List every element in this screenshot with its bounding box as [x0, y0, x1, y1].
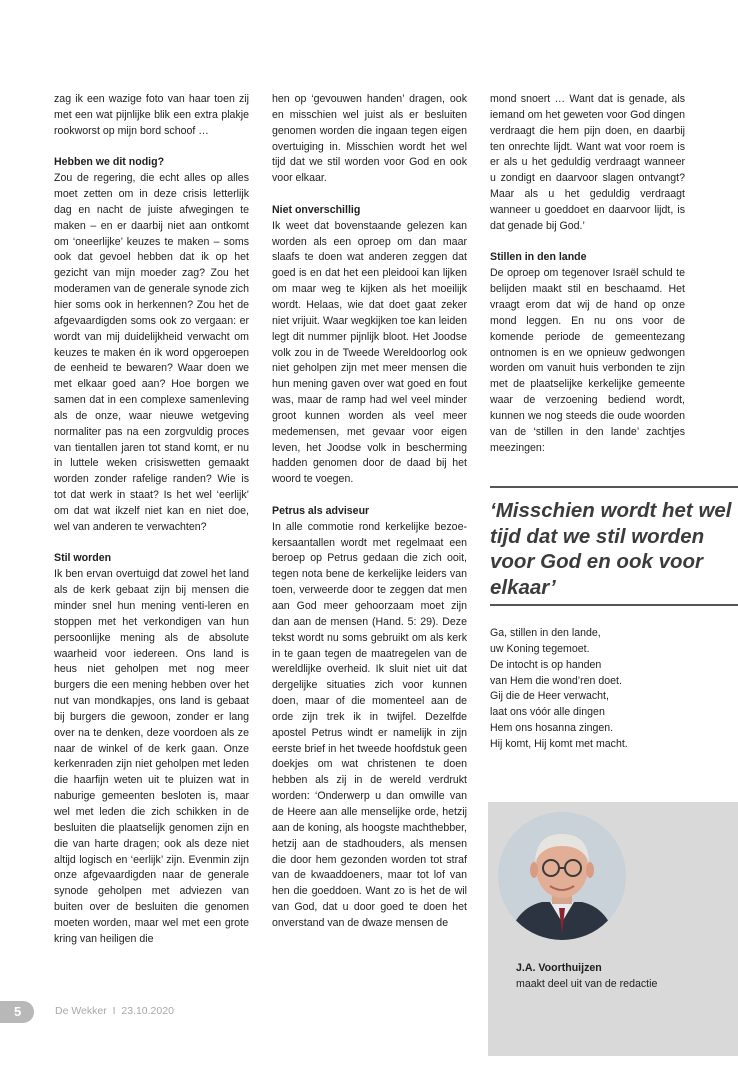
heading-niet-onverschillig: Niet onverschillig [272, 203, 361, 216]
article-column-2 [272, 92, 467, 932]
column2-para2: In alle commotie rond kerkelijke bezoe-kersaantallen wordt met regelmaat een beroep op Petrus gedaan die zich ooit, tegen nota bene de kerkelijke leiders van toen, verweerde door te zeggen dat men aan God meer gehoorzaam moet zijn dan aan de mensen (Hand. 5: 29). Deze tekst wordt nu soms gebruikt om als kerk in te gaan tegen de maatregelen van de wereldlijke overheid. Ik sluit niet uit dat dergelijke situaties zich voor kunnen doen, maar of die momenteel aan de orde zijn trek ik in twijfel. Dezelfde apostel Petrus windt er namelijk in zijn eerste brief in het tweede hoofdstuk geen doekjes om wat christenen te doen hebben als zij in de wereld verdrukt worden: ‘Onderwerp u dan omwille van de Heere aan alle menselijke orde, hetzij aan de koning, als hoogste machthebber, hetzij aan de stadhouders, als mensen die door hem gezonden worden tot straf van de kwaaddoeners, maar tot lof van hen die goeddoen. Want zo is het de wil van God, dat u door goed te doen het onverstand van de dwaze mensen de [272, 520, 467, 929]
footer-separator: I [112, 1005, 116, 1017]
poem-line: Hem ons hosanna zingen. [490, 722, 614, 735]
column2-intro: hen op ‘gevouwen handen’ dragen, ook en misschien wel juist als er besluiten genomen worden die ingaan tegen eigen overtuiging in. Misschien wordt het wel tijd dat we stil worden voor God en ook voor elkaar. [272, 93, 467, 185]
poem [490, 626, 730, 753]
publication-name: De Wekker [55, 1005, 107, 1017]
publication-date: 23.10.2020 [121, 1005, 174, 1017]
author-photo [498, 812, 626, 940]
column1-intro: zag ik een wazige foto van haar toen zij met een wat pijnlijke blik een extra plakje rookworst op mijn bord schoof … [54, 93, 249, 137]
poem-line: laat ons vóór alle dingen [490, 706, 605, 719]
footer [55, 1005, 174, 1017]
article-column-1 [54, 92, 249, 948]
poem-line: Ga, stillen in den lande, [490, 627, 601, 639]
poem-line: De intocht is op handen [490, 658, 602, 671]
author-name: J.A. Voorthuijzen [516, 962, 602, 974]
poem-line: van Hem die wond’ren doet. [490, 674, 622, 687]
page-number-badge [0, 1001, 34, 1023]
poem-line: Gij die de Heer verwacht, [490, 690, 609, 703]
heading-stil-worden: Stil worden [54, 552, 112, 565]
heading-stillen-in-den-lande: Stillen in den lande [490, 251, 587, 264]
column3-intro: mond snoert … Want dat is genade, als iemand om het geweten voor God dingen verdraagt die hem pijn doen, en daarbij ten onrechte lijdt. Want wat voor roem is er als u het geduldig verdraagt wanneer u zondigt en daarvoor slagen ontvangt? Maar als u het geduldig verdraagt wanneer u goeddoet en daarvoor lijdt, is dat genade bij God.’ [490, 93, 685, 232]
article-column-3 [490, 92, 685, 456]
page-number: 5 [14, 1004, 22, 1019]
column1-para1: Zou de regering, die echt alles op alles moet zetten om in deze crisis letterlijk dag en nacht de juiste afwegingen te maken – en er daarbij niet aan ontkomt om ‘oneerlijke’ keuzes te maken – soms ook dat gevoel hebben dat ik op het gezicht van mijn moeder zag? Zou het moderamen van de generale synode zich hier soms ook in herkennen? Zou het de afgevaardigden soms ook zo vergaan: er wordt van mij duidelijkheid verwacht om keuzes te maken én ik word opgeroepen de eenheid te bewaren? Waar doen we met elkaar goed aan? Hoe borgen we samen dat in een complexe samenleving als de onze, waar nieuwe wetgeving normaliter pas na een zorgvuldig proces van tientallen jaren tot stand komt, er nu in luttele weken crisiswetten gemaakt worden zonder rafelige randen? Wie is tot dat werk in staat? Is het wel ‘eerlijk’ om dat wat ikzelf niet kan en niet doe, wel van anderen te verwachten? [54, 172, 249, 533]
pull-quote [490, 486, 738, 606]
column2-para1: Ik weet dat bovenstaande gelezen kan worden als een oproep om dan maar slaafs te doen wat anderen zeggen dat goed is en dat het een pleidooi kan lijken om maar weg te kijken als het moeilijk wordt. Helaas, wie dat doet gaat zeker niet vrijuit. Waar wegkijken toe kan leiden legt dit nummer pijnlijk bloot. Het Joodse volk zou in de Tweede Wereldoorlog ook niet geholpen zijn met meer mensen die hun mening gaven over wat goed en fout was, maar de ramp had wel veel minder groot kunnen worden als veel meer medemensen, met gevaar voor eigen leven, het Joodse volk in bescherming hadden genomen door de daad bij het woord te voegen. [272, 219, 467, 486]
column1-para2: Ik ben ervan overtuigd dat zowel het land als de kerk gebaat zijn bij mensen die minder snel hun mening venti-leren en stoppen met het verkondigen van hun persoonlijke mening als de absolute waarheid voor iedereen. Ons land is heus niet geholpen met nog meer burgers die een mening hebben over het nut van mondkapjes, ons land is gebaat bij burgers die gewoon, zonder er lang over na te denken, deze voordoen als ze naar de winkel of de kerk gaan. Onze kerkenraden zijn niet geholpen met leden die haarfijn weten uit te pluizen wat in naburige gemeenten besloten is, maar wel met leden die zich schikken in de besluiten die plaatselijk genomen zijn en die van harte dragen; ook als deze niet altijd logisch en ‘eerlijk’ zijn. Evenmin zijn onze afgevaardigden naar de generale synode geholpen met adviezen van buiten over de besluiten die genomen moeten worden, maar wel met een grote kring van heiligen die [54, 568, 249, 945]
heading-petrus-als-adviseur: Petrus als adviseur [272, 504, 370, 517]
author-portrait-icon [498, 812, 626, 940]
poem-line: uw Koning tegemoet. [490, 642, 590, 655]
column3-para1: De oproep om tegenover Israël schuld te belijden maakt stil en beschaamd. Het vraagt erom dat wij de hand op onze mond leggen. En nu ons voor de komende periode de gemeentezang ontnomen is en we opnieuw gedwongen worden om vanuit huis verbonden te zijn met de plaatselijke kerkelijke gemeente waar de verzoening bediend wordt, kunnen we nog steeds die oude woorden van de ‘stillen in den lande’ zachtjes meezingen: [490, 267, 685, 454]
pull-quote-text: ‘Misschien wordt het wel tijd dat we stil worden voor God en ook voor elkaar’ [490, 499, 732, 599]
heading-hebben-we-dit-nodig: Hebben we dit nodig? [54, 156, 165, 169]
poem-line: Hij komt, Hij komt met macht. [490, 737, 628, 750]
author-role: maakt deel uit van de redactie [516, 978, 658, 990]
